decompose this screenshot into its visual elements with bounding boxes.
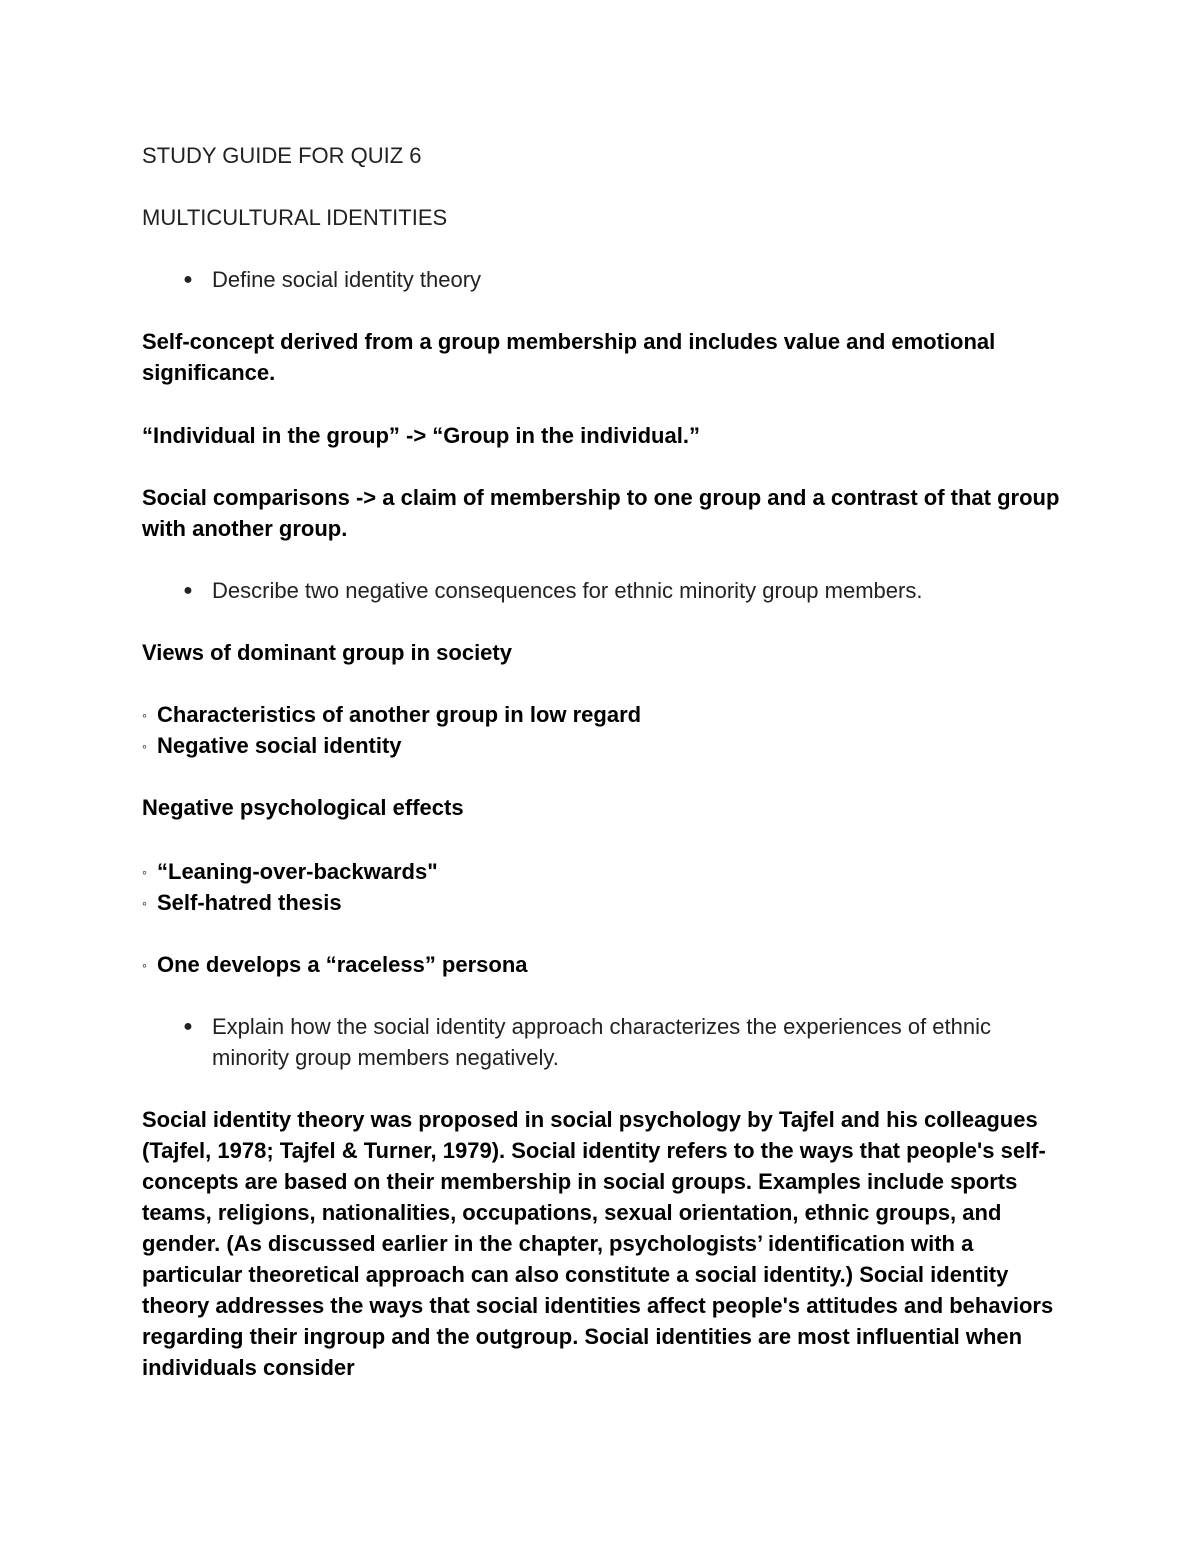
sub-list-item-text: Negative social identity (157, 733, 402, 758)
question-1 (142, 264, 1072, 295)
document-title: STUDY GUIDE FOR QUIZ 6 (142, 143, 422, 168)
sub-list-item (142, 887, 342, 919)
bullet-icon: ● (183, 1018, 193, 1035)
answer-1-paragraph-3: Social comparisons -> a claim of membership to one group and a contrast of that group with another group. (142, 485, 1060, 541)
question-3 (142, 1011, 1072, 1073)
question-3-text: Explain how the social identity approach characterizes the experiences of ethnic minority group members negatively. (212, 1014, 992, 1070)
answer-2-heading-2: Negative psychological effects (142, 795, 464, 820)
sub-bullet-icon: ◦ (142, 957, 147, 973)
section-heading: MULTICULTURAL IDENTITIES (142, 205, 448, 230)
sub-list-item-text: “Leaning-over-backwards" (157, 859, 438, 884)
sub-bullet-icon: ◦ (142, 707, 147, 723)
answer-3-paragraph: Social identity theory was proposed in social psychology by Tajfel and his colleagues (Tajfel, 1978; Tajfel & Turner, 1979). Social identity refers to the ways that people's self-concepts are based on their membership in social groups. Examples include sports teams, religions, nationalities, occupations, sexual orientation, ethnic groups, and gender. (As discussed earlier in the chapter, psychologists’ identification with a particular theoretical approach can also constitute a social identity.) Social identity theory addresses the ways that social identities affect people's attitudes and behaviors regarding their ingroup and the outgroup. Social identities are most influential when individuals consider (142, 1107, 1054, 1380)
sub-list-item-text: Characteristics of another group in low regard (157, 702, 642, 727)
question-1-text: Define social identity theory (212, 267, 482, 292)
answer-1-paragraph-1: Self-concept derived from a group membership and includes value and emotional significance. (142, 329, 996, 385)
answer-1-paragraph-2: “Individual in the group” -> “Group in the individual.” (142, 423, 700, 448)
sub-list-item-text: One develops a “raceless” persona (157, 952, 528, 977)
question-2-text: Describe two negative consequences for ethnic minority group members. (212, 578, 923, 603)
answer-2-heading-1: Views of dominant group in society (142, 640, 512, 665)
bullet-icon: ● (183, 582, 193, 599)
sub-bullet-icon: ◦ (142, 864, 147, 880)
sub-bullet-icon: ◦ (142, 738, 147, 754)
sub-bullet-icon: ◦ (142, 895, 147, 911)
sub-list-item (142, 699, 641, 731)
bullet-icon: ● (183, 271, 193, 288)
sub-list-item (142, 856, 438, 888)
sub-list-item-text: Self-hatred thesis (157, 890, 342, 915)
sub-list-item (142, 730, 402, 762)
sub-list-item (142, 949, 528, 981)
question-2 (142, 575, 1072, 606)
